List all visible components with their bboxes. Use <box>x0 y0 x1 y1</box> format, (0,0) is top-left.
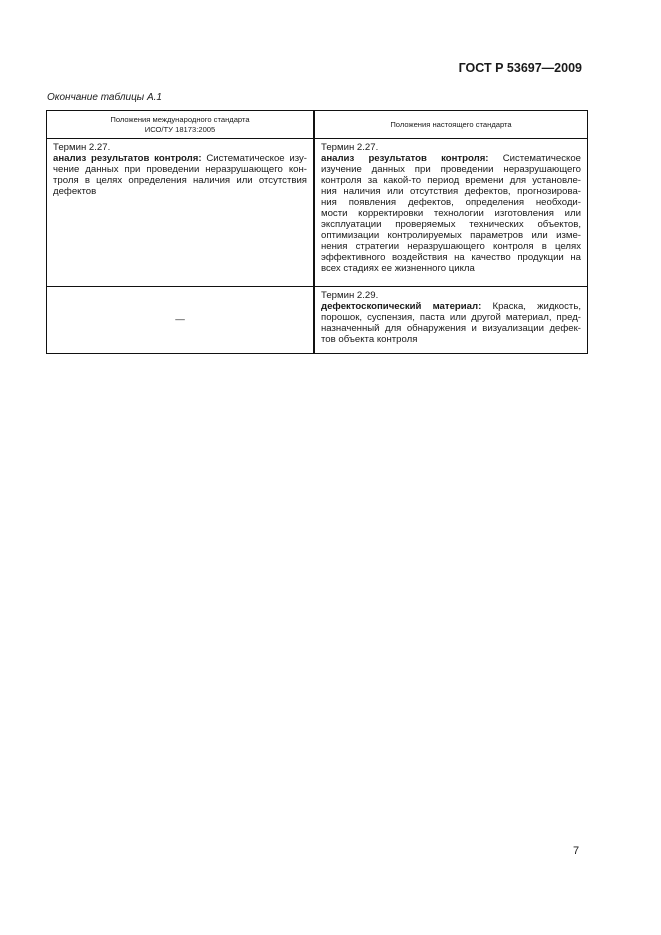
text-line-content <box>321 164 581 175</box>
text-line-content <box>321 219 581 230</box>
definition-text: Систематическое <box>488 153 581 164</box>
term-definition <box>321 153 581 274</box>
text-line <box>321 263 581 274</box>
text-line-content <box>53 186 96 197</box>
text-line-content <box>53 175 307 186</box>
text-line <box>321 208 581 219</box>
text-line <box>321 301 581 312</box>
column-header-line: Положения настоящего стандарта <box>390 119 512 129</box>
definition-text: всех стадиях ее жизненного цикла <box>321 263 475 274</box>
text-line <box>53 186 307 197</box>
table-caption: Окончание таблицы А.1 <box>47 92 162 103</box>
column-header-national <box>315 111 587 138</box>
text-line <box>321 186 581 197</box>
term-number: Термин 2.27. <box>321 142 379 153</box>
text-line-content <box>53 153 307 164</box>
text-line <box>321 334 581 345</box>
definition-text: Систематическое изу- <box>201 153 308 164</box>
table-row <box>47 138 587 286</box>
definition-text: контроля за какой-то период времени для установле- <box>321 175 581 186</box>
definition-text: эффективного воздействия на качество продукции на <box>321 252 581 263</box>
text-line <box>321 164 581 175</box>
definition-text: порошок, суспензия, паста или другой материал, пред- <box>321 312 581 323</box>
text-line-content <box>321 263 475 274</box>
definition-text: изучение данных при проведении неразрушающего <box>321 164 581 175</box>
text-line <box>53 175 307 186</box>
table-cell <box>47 287 315 353</box>
definition-text: ния появления дефектов, определения необходи- <box>321 197 581 208</box>
term-number: Термин 2.29. <box>321 290 379 301</box>
definition-text: назначенный для обнаружения и визуализации дефек- <box>321 323 581 334</box>
text-line-content <box>321 197 581 208</box>
text-line <box>321 323 581 334</box>
text-line-content <box>321 323 581 334</box>
term-number: Термин 2.27. <box>53 142 111 153</box>
term-definition <box>53 153 307 197</box>
definition-text: нения стратегии неразрушающего контроля в целях <box>321 241 581 252</box>
table-header-row <box>47 111 587 138</box>
text-line-content <box>321 186 581 197</box>
term-definition <box>321 301 581 345</box>
text-line <box>321 230 581 241</box>
text-line <box>321 252 581 263</box>
table-cell <box>315 287 587 353</box>
definition-text: чение данных при проведении неразрушающего кон- <box>53 164 307 175</box>
text-line-content <box>321 153 581 164</box>
text-line-content <box>53 164 307 175</box>
text-line <box>53 153 307 164</box>
comparison-table <box>46 110 588 354</box>
page-number: 7 <box>573 845 580 857</box>
text-line <box>53 164 307 175</box>
definition-text: мости корректировки технологии изготовления или <box>321 208 581 219</box>
text-line <box>321 197 581 208</box>
table-cell <box>47 139 315 286</box>
definition-text: тов объекта контроля <box>321 334 418 345</box>
definition-text: эксплуатации проверяемых технических объектов, <box>321 219 581 230</box>
term-name: дефектоскопический материал: <box>321 301 482 312</box>
text-line-content <box>321 241 581 252</box>
text-line-content <box>321 301 581 312</box>
definition-text: Краска, жидкость, <box>481 301 581 312</box>
text-line <box>321 241 581 252</box>
definition-text: троля в целях определения наличия или отсутствия <box>53 175 307 186</box>
text-line <box>321 153 581 164</box>
column-header-line: Положения международного стандарта <box>110 114 250 124</box>
document-code: ГОСТ Р 53697—2009 <box>458 61 582 75</box>
term-name: анализ результатов контроля: <box>321 153 489 164</box>
table-row <box>47 286 587 353</box>
text-line <box>321 175 581 186</box>
column-header-international <box>47 111 315 138</box>
text-line <box>321 312 581 323</box>
text-line-content <box>321 334 417 345</box>
text-line-content <box>321 252 581 263</box>
empty-dash: — <box>175 314 185 325</box>
term-name: анализ результатов контроля: <box>53 153 202 164</box>
text-line-content <box>321 312 581 323</box>
table-cell <box>315 139 587 286</box>
column-header-line: ИСО/ТУ 18173:2005 <box>144 124 216 134</box>
definition-text: оптимизации контролируемых параметров или изме- <box>321 230 581 241</box>
text-line <box>321 219 581 230</box>
text-line-content <box>321 175 581 186</box>
text-line-content <box>321 208 581 219</box>
definition-text: ния наличия или отсутствия дефектов, прогнозирова- <box>321 186 581 197</box>
definition-text: дефектов <box>53 186 97 197</box>
text-line-content <box>321 230 581 241</box>
